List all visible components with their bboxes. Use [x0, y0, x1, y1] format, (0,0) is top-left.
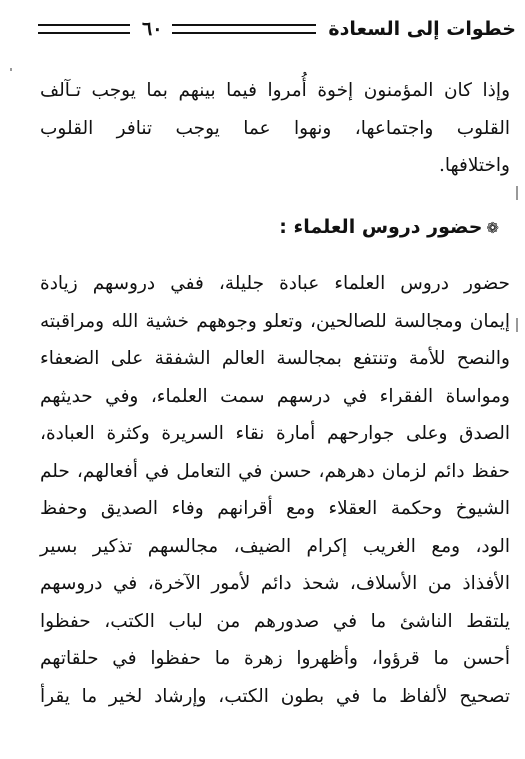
paragraph-line: حفظ دائم لزمان دهرهم، حسن في التعامل في أفعالهم، حلم	[40, 460, 510, 482]
flower-bullet-icon: ❁	[486, 219, 499, 237]
section-heading-text: حضور دروس العلماء :	[279, 216, 483, 238]
section-heading	[279, 216, 499, 238]
paragraph-line: الشيوخ وحكمة العقلاء ومع أقرانهم وفاء الصديق وحفظ	[40, 498, 510, 519]
paragraph-line: تصحيح لألفاظ ما في بطون الكتب، وإرشاد لخير ما يقرأ	[40, 685, 510, 707]
paragraph-line: إيمان ومجالسة للصالحين، وتعلو وجوههم خشية الله ومراقبته	[40, 310, 510, 332]
header-rule-left	[38, 24, 130, 34]
paragraph-line: والنصح للأمة وتنتفع بمجالسة العالم الشفقة على الضعفاء	[40, 348, 510, 369]
scan-speck	[10, 68, 12, 71]
paragraph-line: يلتقط الناشئ ما في صدورهم من لباب الكتب، حفظوا	[40, 610, 510, 632]
paragraph-line: القلوب واجتماعها، ونهوا عما يوجب تنافر القلوب	[40, 117, 510, 139]
paragraph-line: أحسن ما قرؤوا، وأظهروا زهرة ما حفظوا في حلقاتهم	[40, 648, 510, 669]
scan-speck	[516, 186, 518, 200]
page-number: ٦٠	[142, 18, 163, 40]
paragraph-line: حضور دروس العلماء عبادة جليلة، ففي دروسهم زيادة	[40, 273, 510, 294]
paragraph-line: الود، ومع الغريب إكرام الضيف، مجالسهم تذكير بسير	[40, 535, 510, 557]
paragraph-line: واختلافها.	[438, 155, 510, 176]
paragraph-line: الصدق وعلى جوارحهم أمارة نقاء السريرة وكثرة العبادة،	[40, 423, 510, 444]
paragraph-1	[40, 72, 510, 185]
scan-speck	[516, 318, 518, 332]
header-title: خطوات إلى السعادة	[328, 18, 516, 40]
paragraph-2	[40, 265, 510, 715]
paragraph-line: وإذا كان المؤمنون إخوة أُمروا فيما بينهم بما يوجب تـآلف	[40, 80, 510, 101]
running-header	[38, 14, 516, 44]
header-rule-right	[172, 24, 316, 34]
paragraph-line: ومواساة الفقراء في درسهم سمت العلماء، وفي حديثهم	[40, 385, 510, 407]
paragraph-line: الأفذاذ من الأسلاف، شحذ دائم لأمور الآخرة، في دروسهم	[40, 573, 510, 594]
